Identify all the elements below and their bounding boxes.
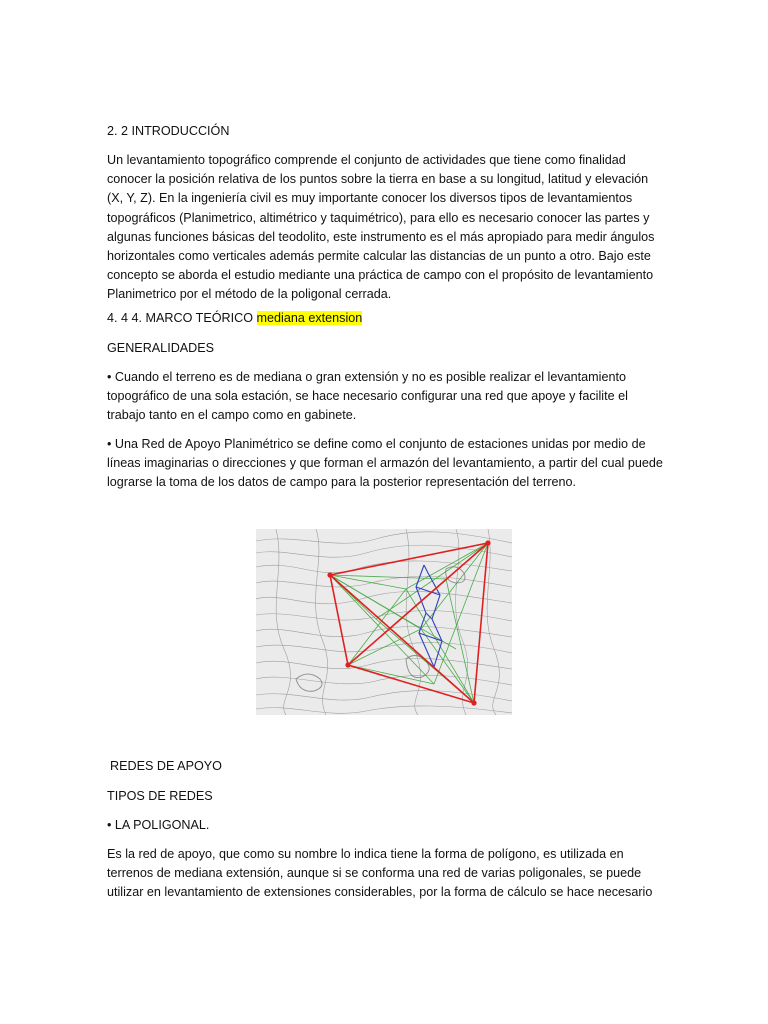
intro-paragraph: Un levantamiento topográfico comprende el conjunto de actividades que tiene como finalidad conocer la posición relativa de los puntos sobre la tierra en base a su longitud, latitud y elevación (X, Y, Z). En la ingeniería civil es muy importante conocer los diversos tipos de levantamientos topográficos (Planimetrico, altimétrico y taquimétrico), para ello es necesario conocer las partes y algunas funciones básicas del teodolito, este instrumento es el más apropiado para medir ángulos horizontales como verticales además permite calcular las distancias de un punto a otro. Bajo este concepto se aborda el estudio mediante una práctica de campo con el propósito de levantamiento Planimetrico por el método de la poligonal cerrada. bbox=[107, 153, 655, 302]
intro-heading: 2. 2 INTRODUCCIÓN bbox=[107, 124, 230, 138]
highlighted-text: mediana extension bbox=[256, 311, 363, 325]
redes-apoyo-heading: REDES DE APOYO bbox=[110, 759, 222, 773]
generalidades-heading: GENERALIDADES bbox=[107, 341, 215, 355]
topographic-network-figure bbox=[256, 529, 512, 715]
tipos-redes-heading: TIPOS DE REDES bbox=[107, 789, 213, 803]
bullet-paragraph-2: • Una Red de Apoyo Planimétrico se define como el conjunto de estaciones unidas por medio de líneas imaginarias o direcciones y que forman el armazón del levantamiento, a partir del cual puede lograrse la toma de los datos de campo para la posterior representación del terreno. bbox=[107, 437, 663, 490]
marco-teorico-heading bbox=[107, 309, 667, 328]
poligonal-heading: • LA POLIGONAL. bbox=[107, 818, 210, 832]
network-diagram bbox=[256, 529, 512, 715]
poligonal-paragraph: Es la red de apoyo, que como su nombre lo indica tiene la forma de polígono, es utilizada en terrenos de mediana extensión, aunque si se conforma una red de varias poligonales, se puede utilizar en levantamiento de extensiones considerables, por la forma de cálculo se hace necesario bbox=[107, 847, 653, 900]
bullet-paragraph-1: • Cuando el terreno es de mediana o gran extensión y no es posible realizar el levantamiento topográfico de una sola estación, se hace necesario configurar una red que apoye y facilite el trabajo tanto en el campo como en gabinete. bbox=[107, 370, 628, 423]
marco-heading-text: 4. 4 4. MARCO TEÓRICO bbox=[107, 311, 254, 325]
